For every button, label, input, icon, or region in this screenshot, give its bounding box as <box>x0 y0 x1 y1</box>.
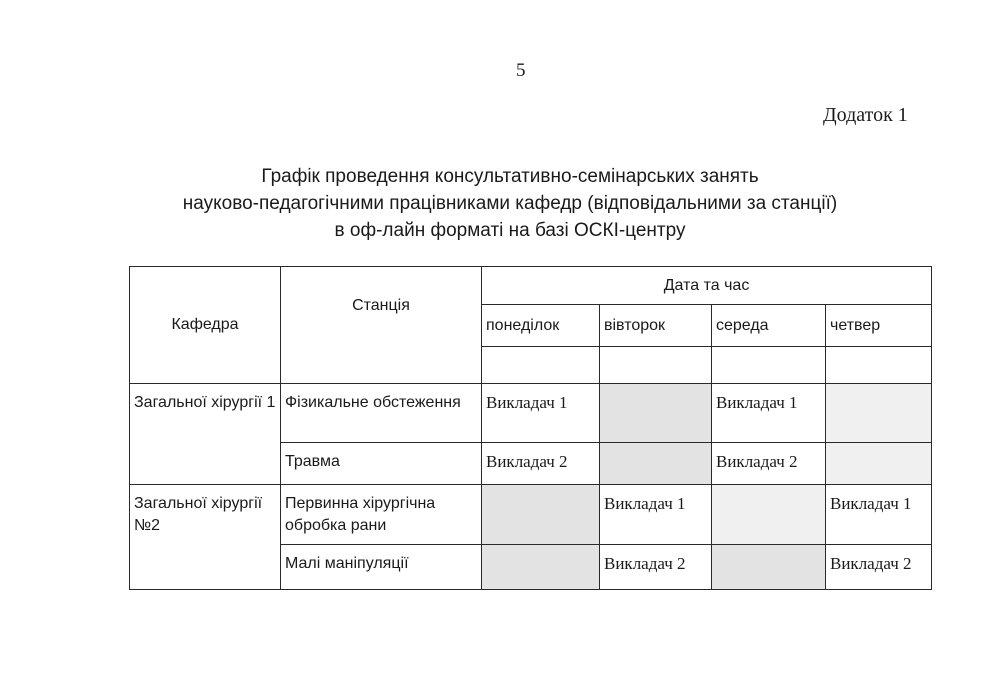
schedule-cell <box>482 545 600 590</box>
schedule-cell: Викладач 2 <box>600 545 712 590</box>
schedule-cell <box>482 485 600 545</box>
empty-cell <box>826 347 932 384</box>
schedule-table <box>129 266 932 590</box>
title-line-2: науково-педагогічними працівниками кафедр (відповідальними за станції) <box>182 193 838 214</box>
header-department: Кафедра <box>130 267 281 384</box>
empty-cell <box>712 347 826 384</box>
schedule-cell <box>826 384 932 443</box>
schedule-cell: Викладач 1 <box>826 485 932 545</box>
schedule-cell: Викладач 1 <box>600 485 712 545</box>
station-cell: Травма <box>281 443 482 485</box>
header-day-tuesday: вівторок <box>600 305 712 347</box>
schedule-cell <box>600 384 712 443</box>
schedule-cell: Викладач 2 <box>826 545 932 590</box>
department-cell: Загальної хірургії 1 <box>130 384 281 485</box>
schedule-cell <box>826 443 932 485</box>
station-cell: Первинна хірургічна обробка рани <box>281 485 482 545</box>
schedule-cell <box>600 443 712 485</box>
header-day-monday: понеділок <box>482 305 600 347</box>
header-datetime: Дата та час <box>482 267 932 305</box>
department-cell: Загальної хірургії №2 <box>130 485 281 590</box>
header-day-thursday: четвер <box>826 305 932 347</box>
schedule-cell <box>712 545 826 590</box>
title-line-3: в оф-лайн форматі на базі ОСКІ-центру <box>334 220 686 241</box>
schedule-cell: Викладач 1 <box>712 384 826 443</box>
header-station: Станція <box>281 267 482 384</box>
station-cell: Фізикальне обстеження <box>281 384 482 443</box>
station-cell: Малі маніпуляції <box>281 545 482 590</box>
schedule-cell: Викладач 1 <box>482 384 600 443</box>
schedule-cell <box>712 485 826 545</box>
document-title <box>110 163 910 244</box>
header-day-wednesday: середа <box>712 305 826 347</box>
empty-cell <box>600 347 712 384</box>
schedule-cell: Викладач 2 <box>482 443 600 485</box>
appendix-label: Додаток 1 <box>823 104 908 126</box>
schedule-cell: Викладач 2 <box>712 443 826 485</box>
empty-cell <box>482 347 600 384</box>
page-number: 5 <box>516 60 526 81</box>
title-line-1: Графік проведення консультативно-семінарських занять <box>261 166 759 187</box>
